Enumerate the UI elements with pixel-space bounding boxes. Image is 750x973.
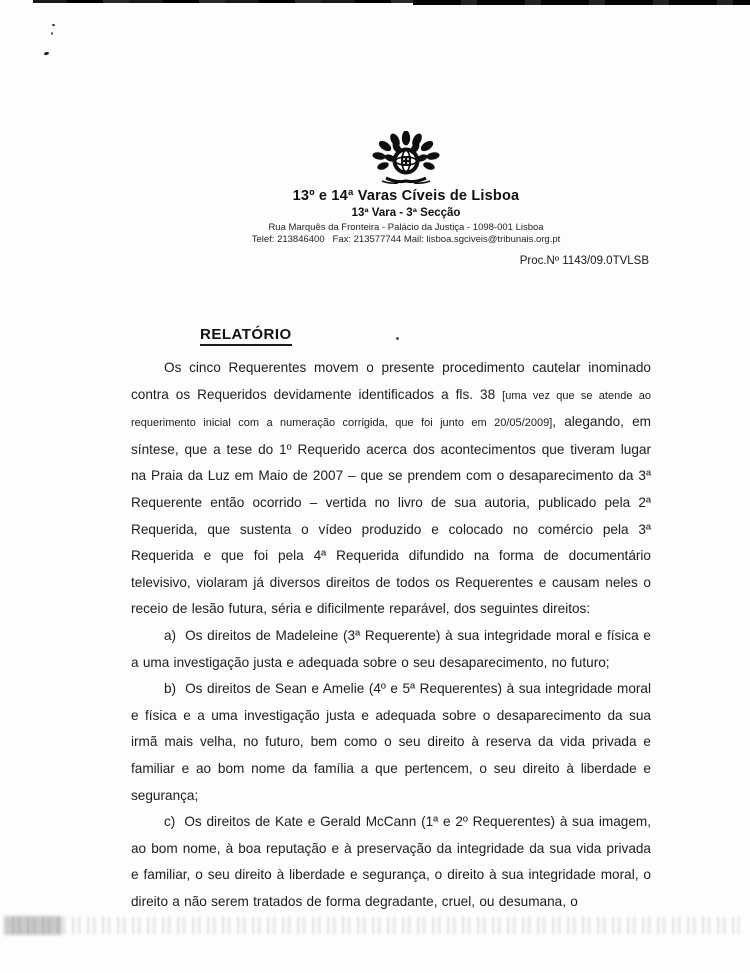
list-item-a-marker: a)	[164, 627, 177, 643]
list-item-a-text: Os direitos de Madeleine (3ª Requerente) à sua integridade moral e física e a uma investigação justa e adequada sobre o seu desaparecimento, no futuro;	[131, 627, 651, 670]
intro-paragraph	[131, 355, 651, 623]
list-item-b-marker: b)	[164, 681, 177, 697]
report-body	[131, 320, 651, 915]
list-item-b-text: Os direitos de Sean e Amelie (4º e 5ª Requerentes) à sua integridade moral e física e a uma investigação justa e adequada sobre o desaparecimento da sua irmã mais velha, no futuro, bem como o seu direito à reserva da vida privada e familiar e ao bom nome da família a que pertencem, o seu direito à liberdade e segurança;	[131, 681, 651, 803]
list-item-a	[131, 623, 651, 676]
scan-artifact-top-edge-dark	[413, 0, 750, 5]
scan-speck	[51, 32, 53, 35]
list-item-c-marker: c)	[164, 814, 176, 830]
scan-speck	[44, 51, 50, 55]
scan-artifact-bottom-smudge	[4, 916, 62, 935]
intro-text-after-note: , alegando, em síntese, que a tese do 1º Requerido acerca dos acontecimentos que tiveram lugar na Praia da Luz em Maio de 2007 – que se prendem com o desaparecimento da 3ª Requerente então ocorrido – vertida no livro de sua autoria, publicado pela 2ª Requerida, que sustenta o vídeo produzido e colocado no comércio pela 3ª Requerida e que foi pela 4ª Requerida difundido na forma de documentário televisivo, violaram já diversos direitos de todos os Requerentes e causam neles o receio de lesão futura, séria e dificilmente reparável, dos seguintes direitos:	[131, 414, 651, 617]
process-number: Proc.Nº 1143/09.0TVLSB	[519, 255, 649, 267]
court-letterhead	[31, 131, 750, 246]
coat-of-arms-icon	[370, 131, 442, 185]
scan-speck	[52, 24, 55, 26]
list-item-b	[131, 676, 651, 809]
intro-bracketed-note: [uma vez que se atende ao requerimento inicial com a numeração corrigida, que foi junto em 20/05/2009]	[131, 389, 651, 430]
court-contacts: Telef: 213846400 Fax: 213577744 Mail: lisboa.sgciveis@tribunais.org.pt	[251, 233, 561, 245]
court-section: 13ª Vara - 3ª Secção	[351, 206, 461, 219]
court-name: 13º e 14ª Varas Cíveis de Lisboa	[292, 188, 520, 204]
court-address: Rua Marquês da Fronteira - Palácio da Justiça - 1098-001 Lisboa	[268, 221, 544, 233]
intro-text-before-note: Os cinco Requerentes movem o presente procedimento cautelar inominado contra os Requeridos devidamente identificados a fls. 38	[131, 360, 651, 402]
scan-artifact-bottom-ghost-text	[12, 917, 740, 934]
list-item-c-text: Os direitos de Kate e Gerald McCann (1ª e 2º Requerentes) à sua imagem, ao bom nome, à boa reputação e à preservação da integridade da sua vida privada e familiar, o seu direito à liberdade e segurança, o direito à sua integridade moral, o direito a não serem tratados de forma degradante, cruel, ou desumana, o	[131, 814, 651, 909]
report-title: RELATÓRIO	[200, 326, 292, 346]
list-item-c	[131, 809, 651, 915]
